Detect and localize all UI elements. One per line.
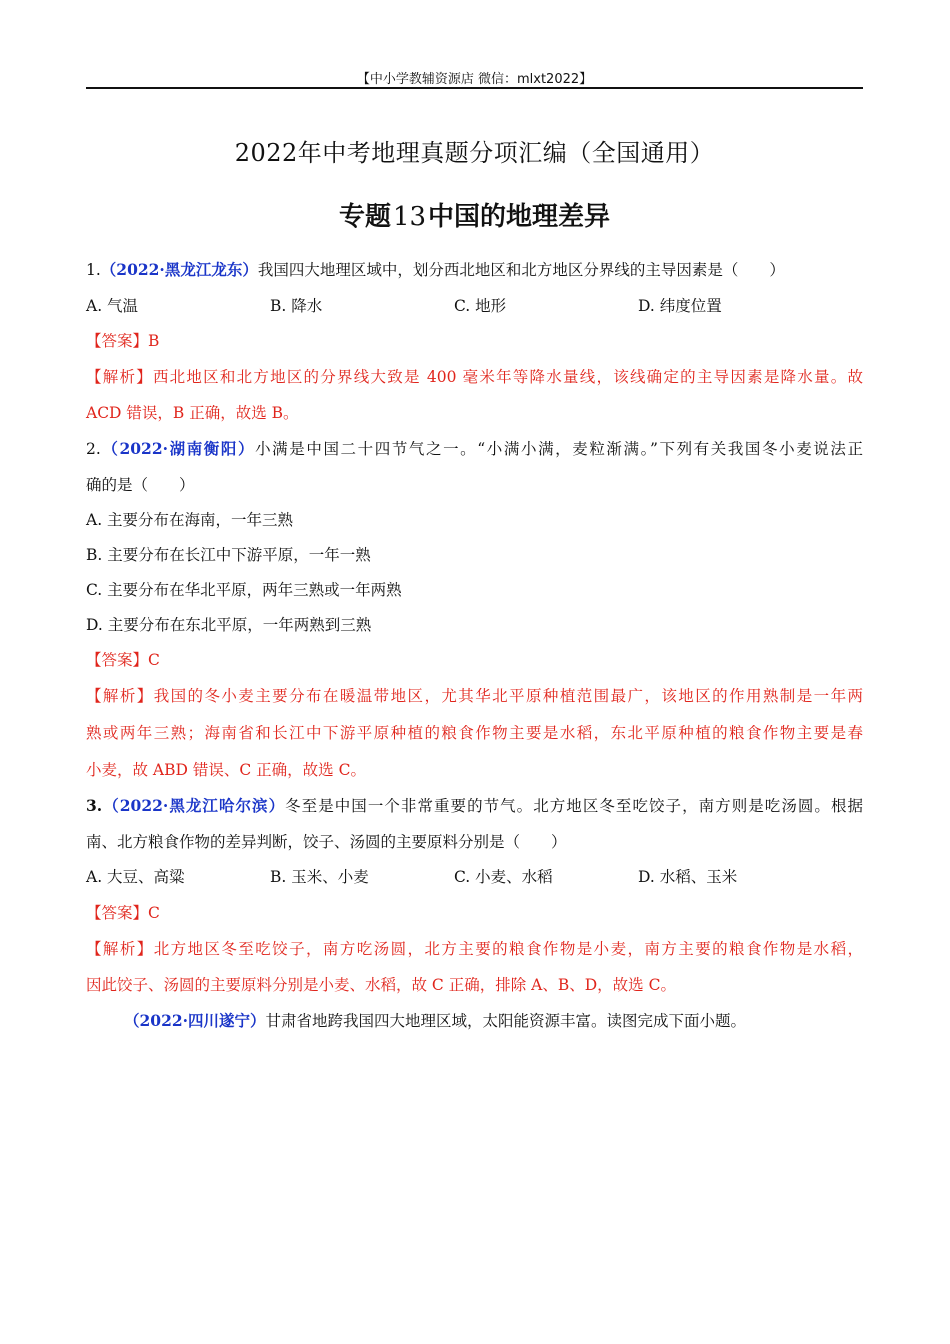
- option-d: D. 水稻、玉米: [638, 868, 738, 886]
- question-3-options: [86, 865, 863, 889]
- question-2-stem-continued: 确的是（ ）: [86, 476, 195, 494]
- question-2-analysis-line: 【解析】我国的冬小麦主要分布在暖温带地区，尤其华北平原种植范围最广，该地区的作用熟制是一年两: [86, 687, 863, 705]
- option-b: B. 玉米、小麦: [270, 868, 369, 886]
- question-3-stem: [86, 794, 863, 818]
- question-2-answer: 【答案】C: [86, 651, 160, 669]
- option-b: B. 降水: [270, 297, 323, 315]
- question-1-analysis-line: ACD 错误，B 正确，故选 B。: [86, 404, 299, 422]
- option-c: C. 地形: [454, 297, 507, 315]
- intro-text: 甘肃省地跨我国四大地理区域，太阳能资源丰富。读图完成下面小题。: [265, 1012, 747, 1030]
- question-2-analysis-line: 熟或两年三熟；海南省和长江中下游平原种植的粮食作物主要是水稻，东北平原种植的粮食作物主要是春: [86, 724, 863, 742]
- question-group-intro: [86, 1009, 901, 1033]
- option-c: C. 主要分布在华北平原，两年三熟或一年两熟: [86, 581, 402, 599]
- header-divider: [86, 87, 863, 89]
- question-2-analysis-line: 小麦，故 ABD 错误、C 正确，故选 C。: [86, 761, 366, 779]
- topic-number: 13: [392, 202, 427, 232]
- question-text: 冬至是中国一个非常重要的节气。北方地区冬至吃饺子，南方则是吃汤圆。根据: [285, 797, 863, 815]
- topic-prefix: 专题: [338, 202, 391, 232]
- question-text: 我国四大地理区域中，划分西北地区和北方地区分界线的主导因素是（ ）: [257, 261, 785, 279]
- option-b: B. 主要分布在长江中下游平原，一年一熟: [86, 546, 371, 564]
- question-source: （2022·黑龙江哈尔滨）: [102, 796, 286, 815]
- question-text: 小满是中国二十四节气之一。“小满小满，麦粒渐满。”下列有关我国冬小麦说法正: [255, 440, 863, 458]
- topic-name: 中国的地理差异: [428, 202, 611, 232]
- question-1-stem: [86, 258, 863, 282]
- question-3-answer: 【答案】C: [86, 904, 160, 922]
- question-2-stem: [86, 437, 863, 461]
- document-title: 2022年中考地理真题分项汇编（全国通用）: [234, 139, 715, 167]
- option-c: C. 小麦、水稻: [454, 868, 553, 886]
- question-source: （2022·四川遂宁）: [124, 1011, 266, 1030]
- question-1-answer: 【答案】B: [86, 332, 160, 350]
- question-source: （2022·湖南衡阳）: [100, 439, 256, 458]
- question-3-analysis-line: 因此饺子、汤圆的主要原料分别是小麦、水稻，故 C 正确，排除 A、B、D，故选 C。: [86, 976, 676, 994]
- question-3-stem-continued: 南、北方粮食作物的差异判断，饺子、汤圆的主要原料分别是（ ）: [86, 833, 567, 851]
- question-1-analysis-line: 【解析】西北地区和北方地区的分界线大致是 400 毫米年等降水量线，该线确定的主导因素是降水量。故: [86, 368, 863, 386]
- option-d: D. 纬度位置: [638, 297, 722, 315]
- page-header: 【中小学教辅资源店 微信：mlxt2022】: [356, 72, 593, 87]
- option-d: D. 主要分布在东北平原，一年两熟到三熟: [86, 616, 372, 634]
- question-number: 1.: [86, 261, 101, 279]
- question-1-options: [86, 294, 863, 318]
- topic-title: [86, 196, 863, 233]
- question-source: （2022·黑龙江龙东）: [100, 260, 258, 279]
- question-3-analysis-line: 【解析】北方地区冬至吃饺子，南方吃汤圆，北方主要的粮食作物是小麦，南方主要的粮食作物是水稻，: [86, 940, 863, 958]
- option-a: A. 主要分布在海南，一年三熟: [86, 511, 294, 529]
- option-a: A. 大豆、高粱: [86, 868, 185, 886]
- option-a: A. 气温: [86, 297, 139, 315]
- question-number: 3.: [86, 796, 103, 815]
- question-number: 2.: [86, 440, 101, 458]
